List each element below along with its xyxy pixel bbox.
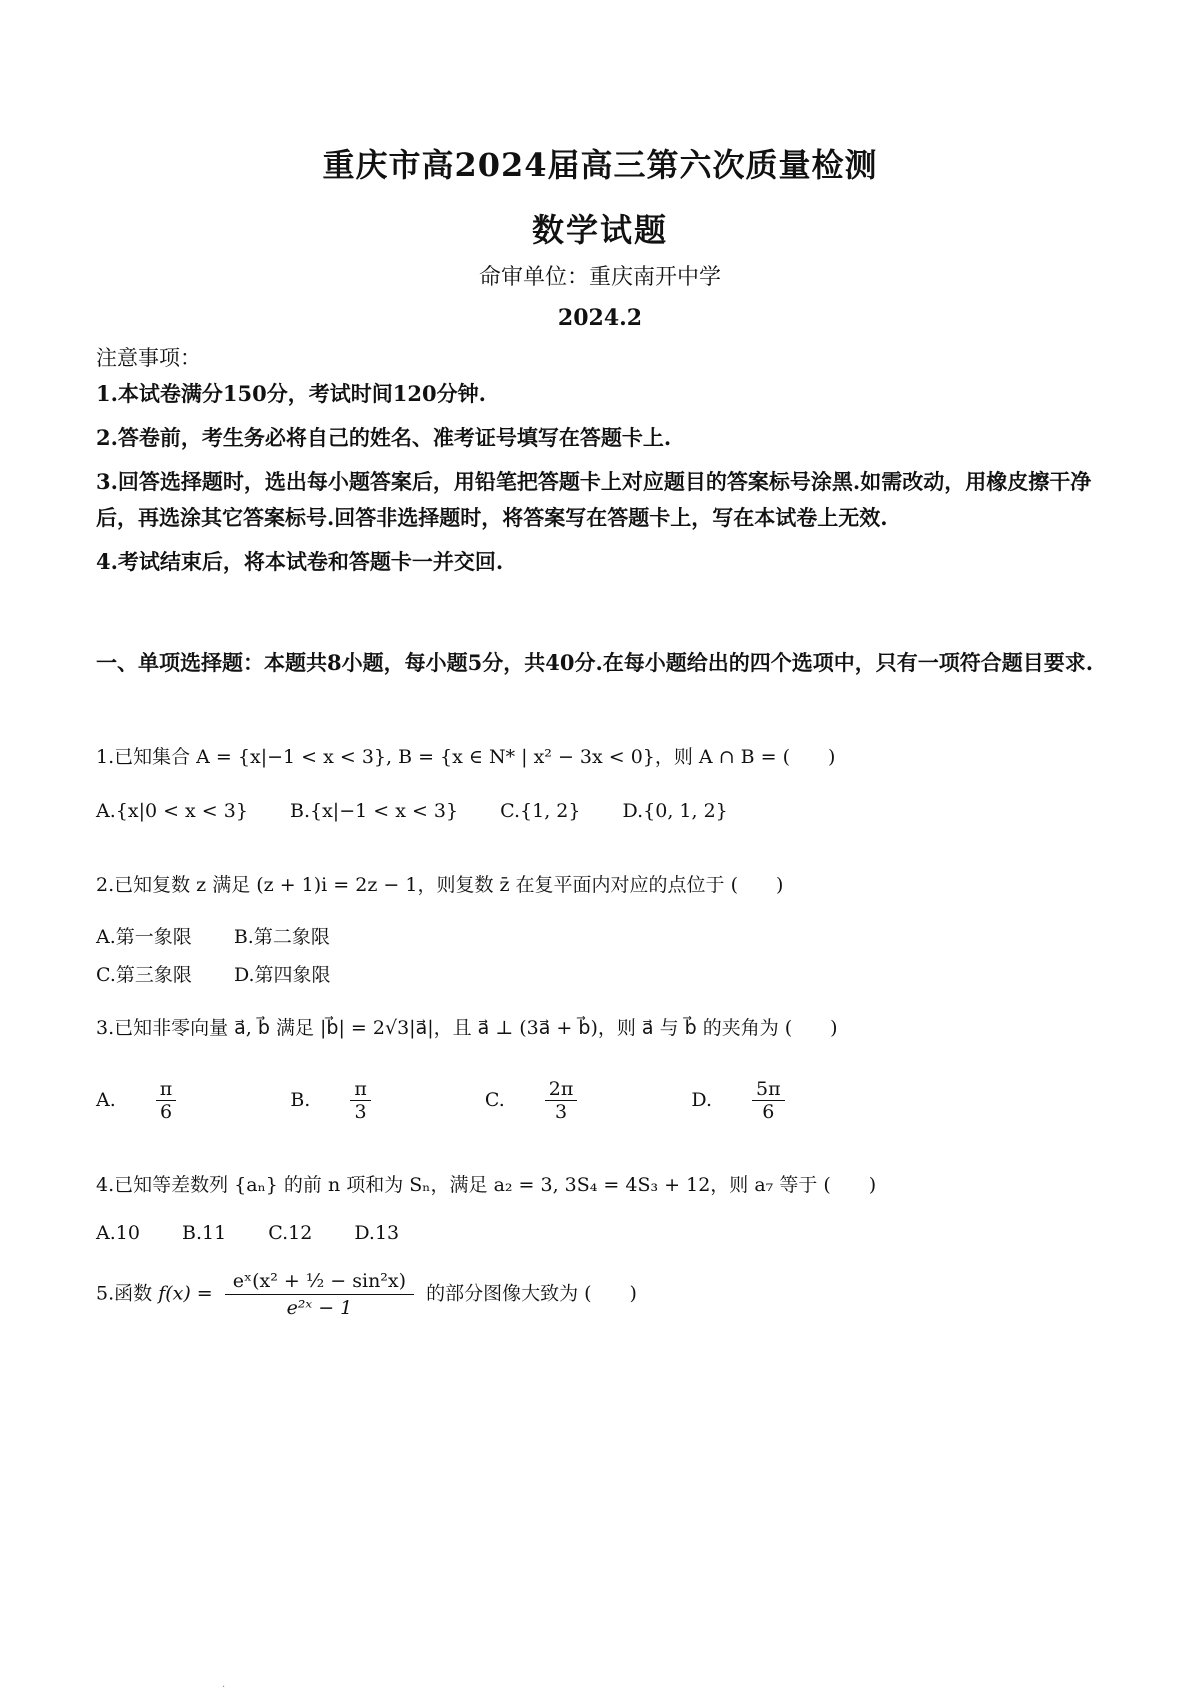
- notes-heading: 注意事项：: [96, 346, 201, 370]
- q2-option-d: D.第四象限: [233, 964, 331, 986]
- q3-option-a-label: A.: [96, 1088, 116, 1111]
- exam-title: 重庆市高2024届高三第六次质量检测: [322, 146, 878, 184]
- footer-mark: ·: [222, 1682, 226, 1693]
- q3-option-a-fraction: [156, 1078, 213, 1123]
- q3-option-b: [290, 1078, 443, 1123]
- exam-org: 命审单位：重庆南开中学: [478, 265, 721, 290]
- q4-option-c: C.12: [268, 1222, 313, 1244]
- exam-date: 2024.2: [557, 305, 643, 331]
- q1-option-b: B.{x|−1 < x < 3}: [290, 800, 459, 822]
- q3-option-c-fraction: [545, 1078, 614, 1123]
- q3-option-a-den: 6: [159, 1101, 173, 1123]
- question-2-stem: 2.已知复数 z 满足 (z + 1)i = 2z − 1，则复数 z̄ 在复平面内对应的点位于 ( ): [96, 874, 784, 896]
- q3-option-d-num: 5π: [752, 1078, 785, 1101]
- q4-option-a: A.10: [96, 1222, 140, 1244]
- note-item-1: 1.本试卷满分150分，考试时间120分钟.: [96, 381, 486, 406]
- question-4-stem: 4.已知等差数列 {aₙ} 的前 n 项和为 Sₙ，满足 a₂ = 3, 3S₄ = 4S₃ + 12，则 a₇ 等于 ( ): [96, 1174, 877, 1196]
- q3-option-b-den: 3: [354, 1101, 367, 1123]
- q2-option-a: A.第一象限: [96, 926, 192, 948]
- q5-lhs: f(x) =: [158, 1282, 213, 1305]
- q3-option-c-den: 3: [555, 1101, 568, 1123]
- q3-option-a-num: π: [156, 1078, 177, 1101]
- question-4-options: [96, 1222, 435, 1244]
- q3-option-c: [484, 1078, 649, 1123]
- q3-option-b-fraction: [350, 1078, 407, 1123]
- q2-option-c: C.第三象限: [96, 964, 192, 986]
- q5-denominator: e²ˣ − 1: [286, 1297, 353, 1319]
- q3-option-b-num: π: [350, 1078, 371, 1101]
- note-item-2: 2.答卷前，考生务必将自己的姓名、准考证号填写在答题卡上.: [96, 425, 672, 450]
- question-2-options-row1: [96, 922, 366, 949]
- notes-block: [96, 340, 1106, 588]
- q5-numerator: eˣ(x² + ½ − sin²x): [225, 1268, 414, 1295]
- q1-option-a: A.{x|0 < x < 3}: [96, 800, 248, 822]
- q4-option-b: B.11: [181, 1222, 227, 1244]
- q3-option-a: [96, 1078, 248, 1123]
- note-item-3: 3.回答选择题时，选出每小题答案后，用铅笔把答题卡上对应题目的答案标号涂黑.如需改动，用橡皮擦干净后，再选涂其它答案标号.回答非选择题时，将答案写在答题卡上，写在本试卷上无效.: [96, 469, 1092, 530]
- q3-option-d: [691, 1078, 856, 1123]
- question-5-stem: [96, 1268, 637, 1321]
- q2-option-b: B.第二象限: [233, 926, 330, 948]
- q3-option-c-label: C.: [484, 1088, 505, 1111]
- q3-option-d-fraction: [752, 1078, 821, 1123]
- q3-option-d-den: 6: [762, 1101, 775, 1123]
- section-1-heading: 一、单项选择题：本题共8小题，每小题5分，共40分.在每小题给出的四个选项中，只有一项符合题目要求.: [96, 650, 1094, 675]
- q5-prefix: 5.函数: [96, 1282, 153, 1305]
- question-3-options: [96, 1078, 893, 1123]
- q1-option-d: D.{0, 1, 2}: [622, 800, 728, 822]
- q4-option-d: D.13: [354, 1222, 400, 1244]
- q3-option-d-label: D.: [691, 1088, 713, 1111]
- q3-option-b-label: B.: [290, 1088, 311, 1111]
- q1-option-c: C.{1, 2}: [500, 800, 581, 822]
- question-3-stem: 3.已知非零向量 a⃗, b⃗ 满足 |b⃗| = 2√3|a⃗|，且 a⃗ ⊥ (3a⃗ + b⃗)，则 a⃗ 与 b⃗ 的夹角为 ( ): [96, 1017, 838, 1039]
- exam-subtitle: 数学试题: [531, 211, 668, 249]
- note-item-4: 4.考试结束后，将本试卷和答题卡一并交回.: [96, 549, 504, 574]
- q5-suffix: 的部分图像大致为 ( ): [426, 1282, 637, 1305]
- q3-option-c-num: 2π: [545, 1078, 578, 1101]
- q5-fraction: [225, 1268, 414, 1321]
- question-2-options-row2: [96, 960, 367, 987]
- question-1-options: [96, 800, 764, 822]
- question-1-stem: 1.已知集合 A = {x|−1 < x < 3}, B = {x ∈ N* | x² − 3x < 0}，则 A ∩ B = ( ): [96, 746, 836, 768]
